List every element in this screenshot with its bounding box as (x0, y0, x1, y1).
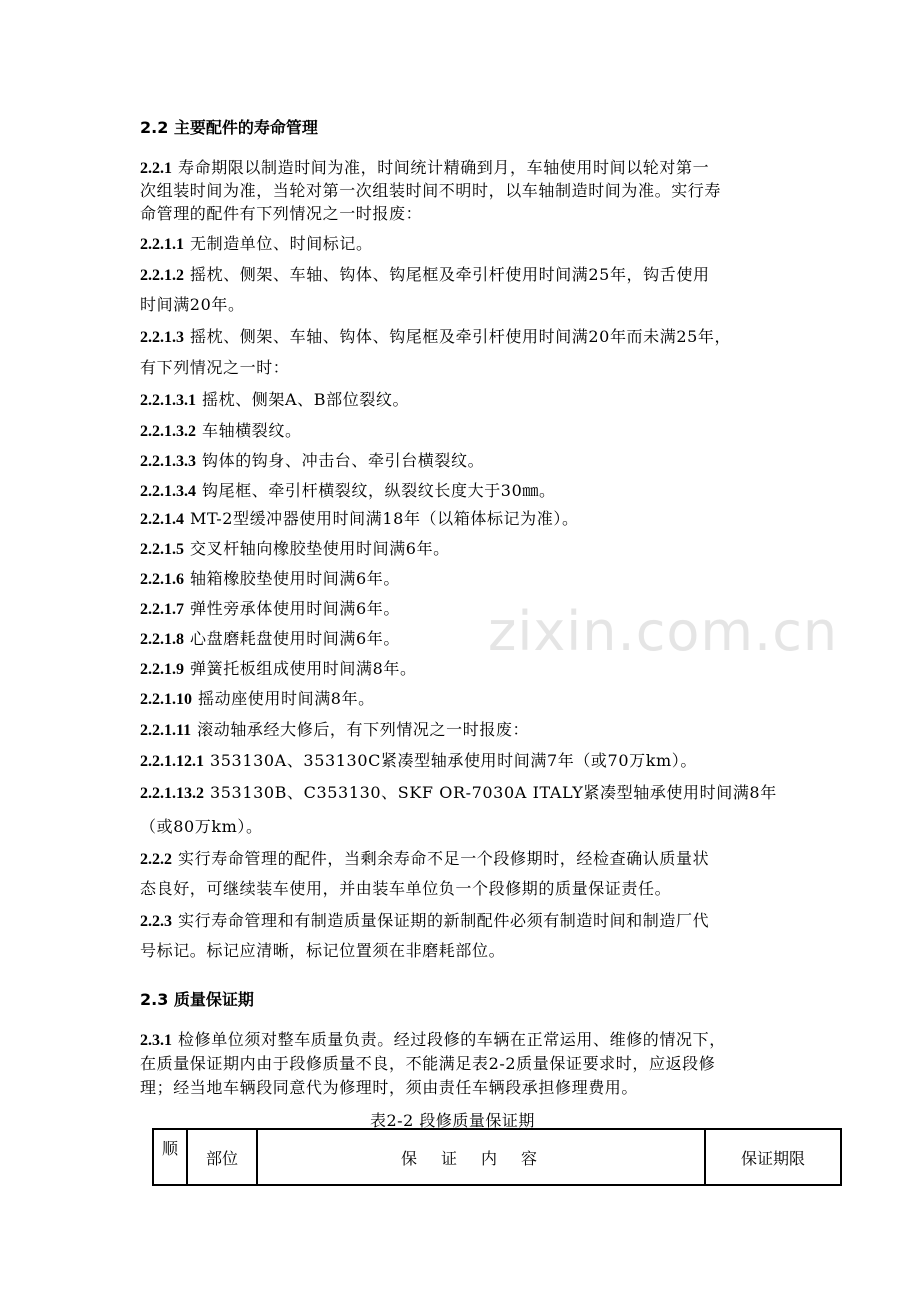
clause-text: 心盘磨耗盘使用时间满6年。 (190, 629, 400, 648)
clause-text: 353130A、353130C紧凑型轴承使用时间满7年（或70万km）。 (210, 751, 697, 770)
clause-text: 交叉杆轴向橡胶垫使用时间满6年。 (190, 539, 450, 558)
paragraph-line (140, 878, 671, 900)
clause-text: 时间满20年。 (140, 295, 245, 314)
paragraph-line (140, 180, 721, 202)
paragraph-line (140, 1053, 715, 1075)
clause-number: 2.2.1.13.2 (140, 785, 204, 802)
paragraph-line (140, 750, 697, 773)
clause-number: 2.2.1.6 (140, 571, 184, 588)
clause-text: 摇动座使用时间满8年。 (198, 689, 375, 708)
clause-text: 实行寿命管理和有制造质量保证期的新制配件必须有制造时间和制造厂代 (178, 911, 710, 930)
clause-text: 态良好，可继续装车使用，并由装车单位负一个段修期的质量保证责任。 (140, 879, 672, 898)
clause-number: 2.2.1.11 (140, 722, 192, 739)
header-seq: 顺 (153, 1129, 187, 1185)
clause-number: 2.3.1 (140, 1032, 172, 1049)
paragraph-line (140, 1029, 726, 1052)
paragraph-line (140, 658, 417, 681)
paragraph-line (140, 203, 422, 225)
clause-text: 弹簧托板组成使用时间满8年。 (190, 659, 417, 678)
clause-number: 2.2.1.12.1 (140, 753, 204, 770)
clause-number: 2.2.1.3.1 (140, 392, 196, 409)
clause-number: 2.2.1.3.3 (140, 453, 196, 470)
clause-number: 2.2.3 (140, 913, 172, 930)
paragraph-line (140, 420, 302, 443)
clause-text: 在质量保证期内由于段修质量不良，不能满足表2-2质量保证要求时，应返段修 (140, 1054, 716, 1073)
clause-text: 检修单位须对整车质量负责。经过段修的车辆在正常运用、维修的情况下， (178, 1030, 726, 1049)
clause-number: 2.2.1.2 (140, 267, 184, 284)
paragraph-line (140, 389, 409, 412)
clause-text: 命管理的配件有下列情况之一时报废： (140, 204, 423, 223)
paragraph-line (140, 233, 373, 256)
table-caption: 表2-2 段修质量保证期 (370, 1111, 535, 1130)
clause-text: 钩尾框、牵引杆横裂纹，纵裂纹长度大于30㎜。 (202, 481, 556, 500)
table-header-row (153, 1129, 841, 1185)
paragraph-line (140, 782, 777, 805)
paragraph-line (140, 1077, 638, 1099)
paragraph-line (140, 598, 400, 621)
section-heading-2-2: 2.2 主要配件的寿命管理 (140, 118, 318, 137)
paragraph-line (140, 719, 529, 742)
clause-text: 无制造单位、时间标记。 (190, 234, 373, 253)
clause-text: 滚动轴承经大修后，有下列情况之一时报废： (197, 720, 530, 739)
clause-text: 车轴横裂纹。 (202, 421, 302, 440)
clause-number: 2.2.1.9 (140, 661, 184, 678)
paragraph-line (140, 294, 245, 316)
clause-text: （或80万km）。 (140, 817, 263, 836)
paragraph-line (140, 816, 263, 838)
clause-number: 2.2.1.1 (140, 236, 184, 253)
header-period: 保证期限 (705, 1129, 841, 1185)
clause-text: 有下列情况之一时： (140, 358, 290, 377)
clause-text: 轴箱橡胶垫使用时间满6年。 (190, 569, 400, 588)
clause-text: 寿命期限以制造时间为准，时间统计精确到月，车轴使用时间以轮对第一 (178, 158, 710, 177)
watermark: zixin.com.cn (488, 600, 839, 663)
clause-number: 2.2.1 (140, 160, 172, 177)
clause-number: 2.2.1.7 (140, 601, 184, 618)
paragraph-line (140, 480, 556, 503)
paragraph-line (140, 264, 710, 287)
clause-text: 理；经当地车辆段同意代为修理时，须由责任车辆段承担修理费用。 (140, 1078, 639, 1097)
paragraph-line (140, 568, 400, 591)
clause-number: 2.2.1.5 (140, 541, 184, 558)
paragraph-line (140, 357, 289, 379)
clause-text: 弹性旁承体使用时间满6年。 (190, 599, 400, 618)
warranty-table (152, 1128, 842, 1186)
header-part: 部位 (187, 1129, 257, 1185)
clause-number: 2.2.1.3.2 (140, 423, 196, 440)
clause-text: 号标记。标记应清晰，标记位置须在非磨耗部位。 (140, 941, 506, 960)
clause-text: 次组装时间为准，当轮对第一次组装时间不明时，以车轴制造时间为准。实行寿 (140, 181, 722, 200)
clause-text: 摇枕、侧架、车轴、钩体、钩尾框及牵引杆使用时间满20年而未满25年， (190, 327, 732, 346)
paragraph-line (140, 848, 709, 871)
clause-text: MT-2型缓冲器使用时间满18年（以箱体标记为准）。 (190, 509, 579, 528)
paragraph-line (140, 157, 709, 180)
paragraph-line (140, 508, 579, 531)
paragraph-line (140, 538, 450, 561)
paragraph-line (140, 450, 484, 473)
clause-text: 353130B、C353130、SKF OR-7030A ITALY紧凑型轴承使用时间满8年 (210, 783, 777, 802)
paragraph-line (140, 688, 375, 711)
clause-number: 2.2.1.8 (140, 631, 184, 648)
paragraph-line (140, 910, 709, 933)
clause-number: 2.2.1.3.4 (140, 483, 196, 500)
clause-text: 钩体的钩身、冲击台、牵引台横裂纹。 (202, 451, 485, 470)
paragraph-line (140, 940, 505, 962)
clause-text: 实行寿命管理的配件，当剩余寿命不足一个段修期时，经检查确认质量状 (178, 849, 710, 868)
paragraph-line (140, 326, 731, 349)
section-heading-2-3: 2.3 质量保证期 (140, 990, 254, 1009)
paragraph-line (140, 628, 400, 651)
clause-number: 2.2.1.4 (140, 511, 184, 528)
header-content: 保证内容 (257, 1129, 705, 1185)
clause-text: 摇枕、侧架A、B部位裂纹。 (202, 390, 410, 409)
clause-number: 2.2.1.10 (140, 691, 192, 708)
clause-number: 2.2.2 (140, 851, 172, 868)
clause-text: 摇枕、侧架、车轴、钩体、钩尾框及牵引杆使用时间满25年，钩舌使用 (190, 265, 710, 284)
clause-number: 2.2.1.3 (140, 329, 184, 346)
